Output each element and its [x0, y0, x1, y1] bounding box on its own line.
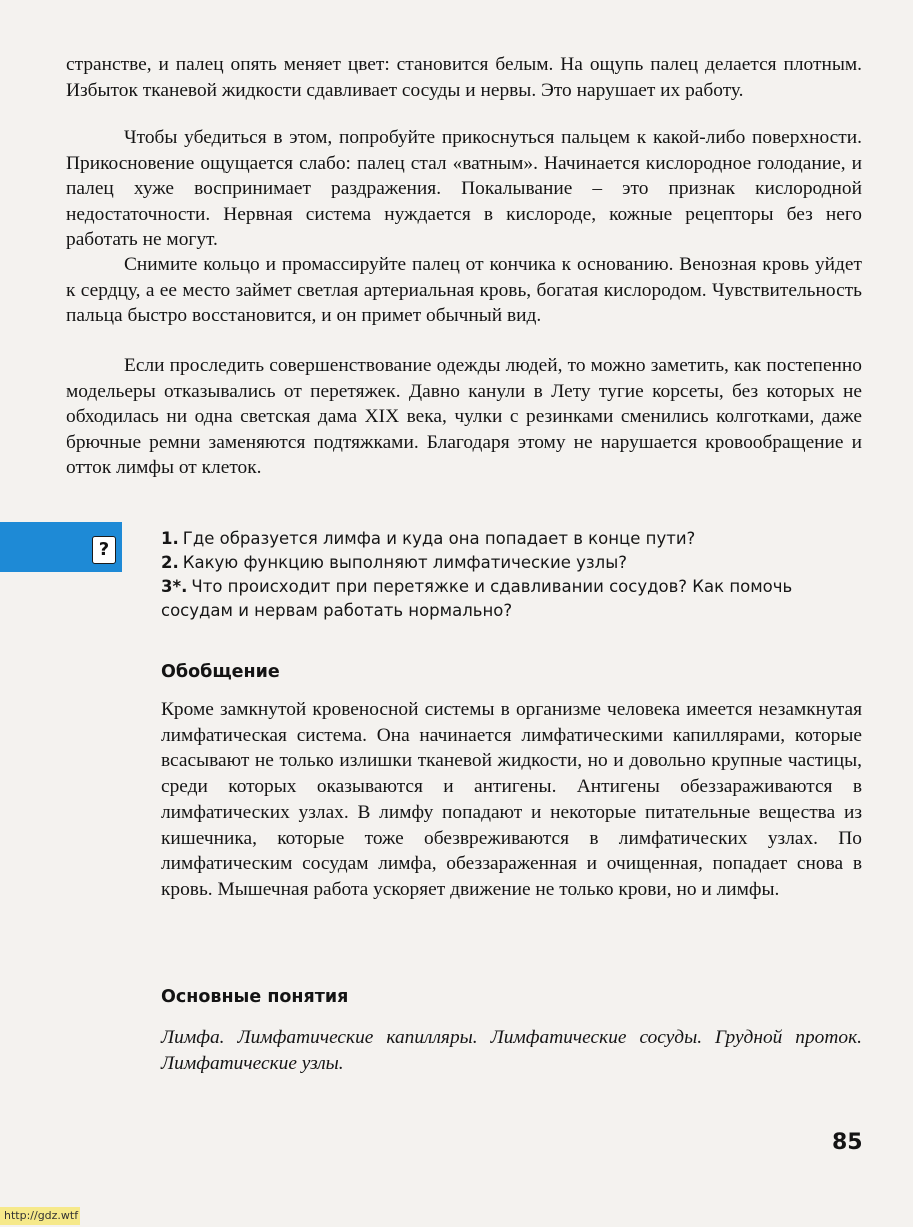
questions-list [161, 527, 863, 623]
question-number: 3*. [161, 577, 188, 596]
page-number: 85 [832, 1130, 863, 1155]
summary-text: Кроме замкнутой кровеносной системы в организме человека имеется незамкнутая лимфатическая система. Она начинается лимфатическими капиллярами, которые всасывают не только излишки тканевой жидкости, но и довольно крупные частицы, среди которых оказываются и антигены. Антигены обеззараживаются в лимфатических узлах. В лимфу попадают и некоторые питательные вещества из кишечника, которые тоже обезвреживаются в лимфатических узлах. По лимфатическим сосудам лимфа, обеззараженная и очищенная, попадает снова в кровь. Мышечная работа ускоряет движение не только крови, но и лимфы. [161, 699, 862, 900]
question-item [161, 575, 863, 623]
question-text: Где образуется лимфа и куда она попадает в конце пути? [182, 529, 696, 548]
summary-heading: Обобщение [161, 662, 280, 682]
question-number: 1. [161, 529, 179, 548]
question-number: 2. [161, 553, 179, 572]
question-mark-icon: ? [92, 536, 116, 564]
question-item [161, 527, 863, 551]
concepts-text: Лимфа. Лимфатические капилляры. Лимфатические сосуды. Грудной проток. Лимфатические узлы. [161, 1027, 862, 1074]
question-item [161, 551, 863, 575]
question-text: Что происходит при перетяжке и сдавливании сосудов? Как помочь сосудам и нервам работать нормально? [161, 577, 793, 620]
paragraph-4: Если проследить совершенствование одежды людей, то можно заметить, как постепенно модельеры отказывались от перетяжек. Давно канули в Лету тугие корсеты, без которых не обходилась ни одна светская дама XIX века, чулки с резинками сменились колготками, даже брючные ремни заменяются подтяжками. Благодаря этому не нарушается кровообращение и отток лимфы от клеток. [66, 355, 862, 479]
paragraph-3: Снимите кольцо и промассируйте палец от кончика к основанию. Венозная кровь уйдет к сердцу, а ее место займет светлая артериальная кровь, богатая кислородом. Чувствительность пальца быстро восстановится, и он примет обычный вид. [66, 254, 862, 327]
question-text: Какую функцию выполняют лимфатические узлы? [182, 553, 627, 572]
paragraph-2: Чтобы убедиться в этом, попробуйте прикоснуться пальцем к какой-либо поверхности. Прикосновение ощущается слабо: палец стал «ватным». Начинается кислородное голодание, и палец хуже воспринимает раздражения. Покалывание – это признак кислородной недостаточности. Нервная система нуждается в кислороде, кожные рецепторы без него работать не могут. [66, 127, 862, 251]
concepts-heading: Основные понятия [161, 987, 349, 1007]
paragraph-1: странстве, и палец опять меняет цвет: становится белым. На ощупь палец делается плотным. Избыток тканевой жидкости сдавливает сосуды и нервы. Это нарушает их работу. [66, 54, 862, 101]
watermark-link[interactable]: http://gdz.wtf [0, 1207, 80, 1225]
